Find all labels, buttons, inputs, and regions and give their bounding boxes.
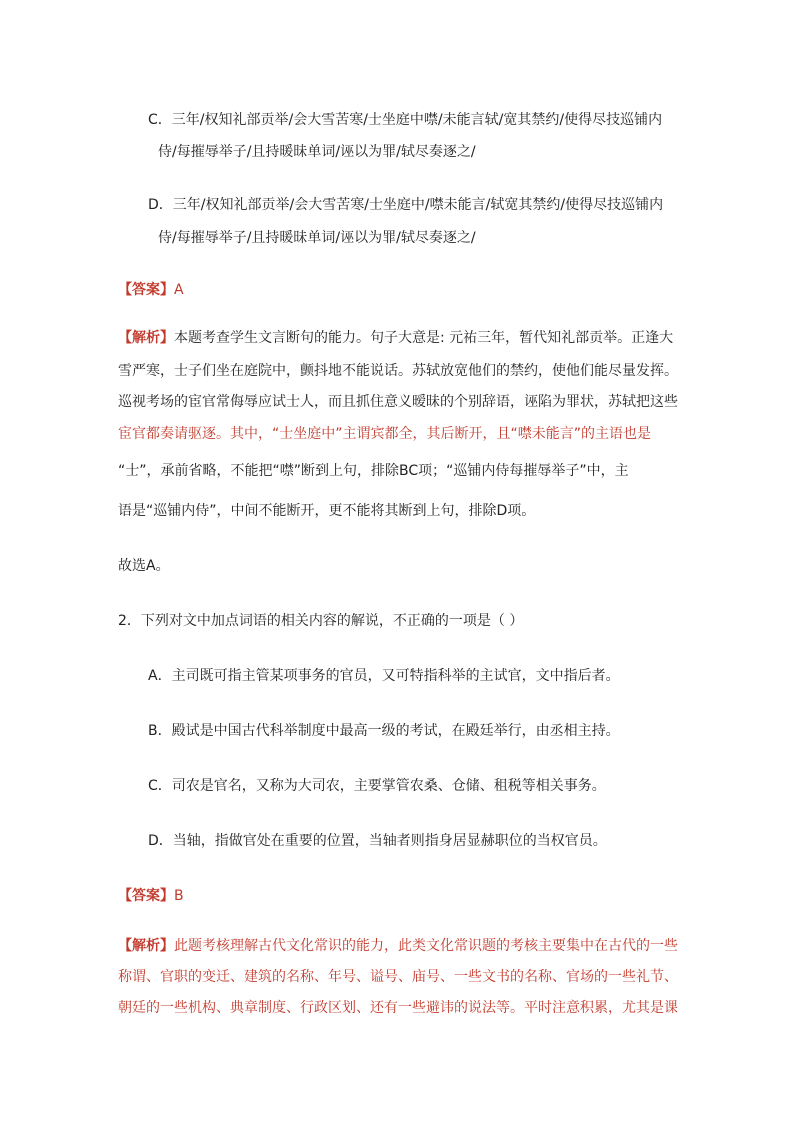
analysis-2-line3: 朝廷的一些机构、典章制度、行政区划、还有一些避讳的说法等。平时注意积累，尤其是课 — [118, 1000, 678, 1016]
question-2-option-d: D．当轴，指做官处在重要的位置，当轴者则指身居显赫职位的当权官员。 — [148, 833, 607, 849]
option-c-line1: C．三年/权知礼部贡举/会大雪苦寒/士坐庭中噤/未能言轼/宽其禁约/使得尽技巡铺内 — [148, 112, 663, 128]
answer-tag: 【答案】 — [118, 888, 174, 904]
answer-tag: 【答案】 — [118, 282, 174, 298]
answer-value: A — [174, 282, 184, 298]
analysis-2-line2: 称谓、官职的变迁、建筑的名称、年号、谥号、庙号、一些文书的名称、官场的一些礼节、 — [118, 969, 678, 985]
option-d-line2: 侍/每摧辱举子/且持暖昧单词/诬以为罪/轼尽奏逐之/ — [158, 230, 476, 246]
analysis-1-line3: 巡视考场的宦官常侮辱应试士人，而且抓住意义暧昧的个别辞语，诬陷为罪状，苏轼把这些 — [118, 394, 678, 410]
analysis-1-line6: 语是“巡铺内侍”，中间不能断开，更不能将其断到上句，排除D项。 — [118, 503, 536, 519]
option-d-line1: D．三年/权知礼部贡举/会大雪苦寒/士坐庭中/噤未能言/轼宽其禁约/使得尽技巡铺内 — [148, 197, 664, 213]
answer-2 — [118, 886, 184, 906]
question-2-stem: 2．下列对文中加点词语的相关内容的解说，不正确的一项是（ ） — [118, 613, 524, 629]
analysis-1-line5: “士”，承前省略，不能把“噤”断到上句，排除BC项；“巡铺内侍每摧辱举子”中，主 — [118, 463, 629, 479]
analysis-tag: 【解析】 — [118, 330, 174, 346]
analysis-text: 本题考查学生文言断句的能力。句子大意是: 元祐三年，暂代知礼部贡举。正逢大 — [174, 330, 674, 346]
answer-1 — [118, 280, 184, 300]
analysis-tag: 【解析】 — [118, 938, 174, 954]
conclusion-1: 故选A。 — [118, 558, 170, 574]
analysis-text: 此题考核理解古代文化常识的能力，此类文化常识题的考核主要集中在古代的一些 — [174, 938, 678, 954]
question-2-option-a: A．主司既可指主管某项事务的官员，又可特指科举的主试官，文中指后者。 — [148, 668, 620, 684]
answer-value: B — [174, 888, 184, 904]
analysis-1-line4: 宦官都奏请驱逐。其中，“士坐庭中”主谓宾都全，其后断开，且“噤未能言”的主语也是 — [118, 426, 652, 442]
question-2-option-c: C．司农是官名，又称为大司农，主要掌管农桑、仓储、租税等相关事务。 — [148, 778, 606, 794]
analysis-1-line2: 雪严寒，士子们坐在庭院中，颤抖地不能说话。苏轼放宽他们的禁约，使他们能尽量发挥。 — [118, 363, 678, 379]
analysis-2-line1 — [118, 936, 678, 956]
question-2-option-b: B．殿试是中国古代科举制度中最高一级的考试，在殿廷举行，由丞相主持。 — [148, 723, 620, 739]
analysis-1-line1 — [118, 328, 673, 348]
option-c-line2: 侍/每摧辱举子/且持暖昧单词/诬以为罪/轼尽奏逐之/ — [158, 144, 476, 160]
